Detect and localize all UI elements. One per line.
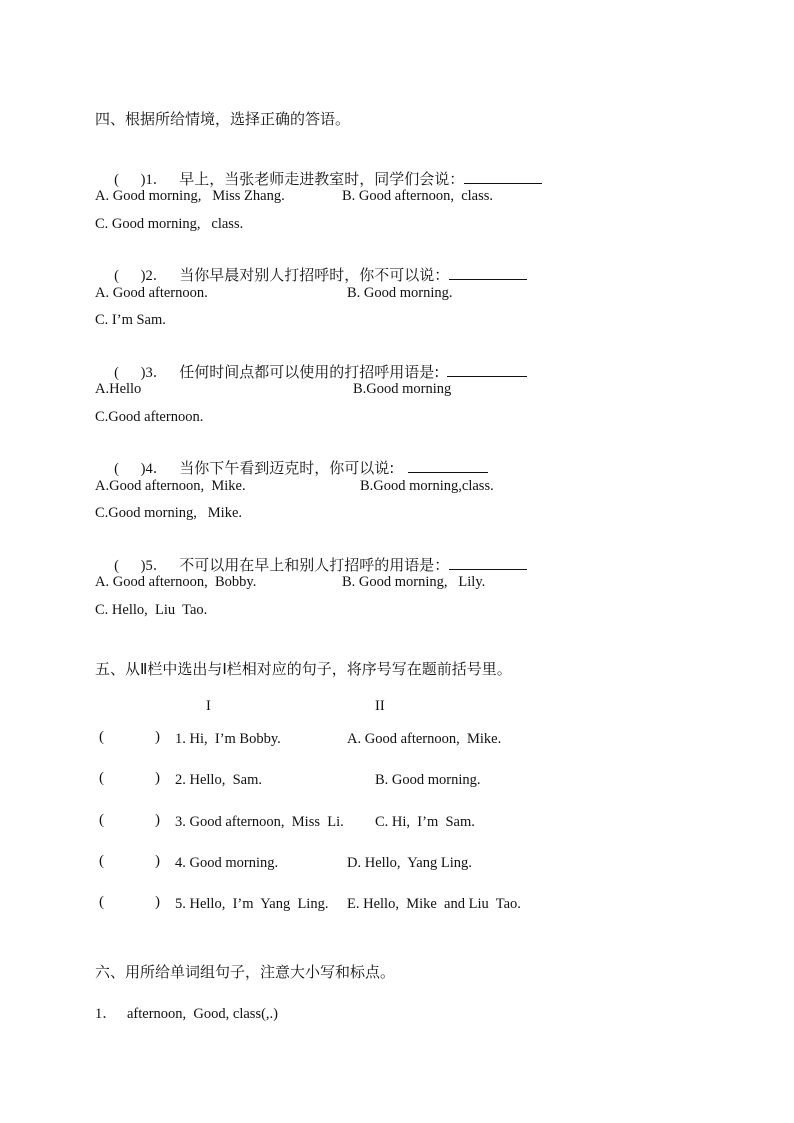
match-row-3-left: 3. Good afternoon, Miss Li. [175,814,344,830]
section-4-heading: 四、根据所给情境，选择正确的答语。 [95,110,351,128]
match-row-1-answer-close: ) [155,729,160,745]
section-5-heading: 五、从Ⅱ栏中选出与Ⅰ栏相对应的句子，将序号写在题前括号里。 [95,660,512,678]
question-1-number[interactable]: ( )1． [114,172,168,188]
question-4-option-b: B.Good morning,class. [360,478,494,494]
question-2-answer-blank[interactable] [449,265,527,280]
question-3-answer-blank[interactable] [447,362,527,377]
question-4-option-a: A.Good afternoon, Mike. [95,478,246,494]
question-4-option-c: C.Good morning, Mike. [95,505,243,521]
question-5-number[interactable]: ( )5． [114,558,168,574]
section-6-item-1-number: 1． [95,1006,117,1022]
question-1-option-a: A. Good morning, Miss Zhang. [95,188,285,204]
match-row-1-answer-open[interactable]: ( [99,729,104,745]
question-5-option-a: A. Good afternoon, Bobby. [95,574,257,590]
question-2-option-a: A. Good afternoon. [95,285,208,301]
match-row-5-answer-open[interactable]: ( [99,894,104,910]
question-5-stem: 不可以用在早上和别人打招呼的用语是： [179,556,450,574]
match-row-5-answer-close: ) [155,894,160,910]
column-2-header: II [375,698,385,714]
match-row-3-answer-open[interactable]: ( [99,812,104,828]
question-3-option-a: A.Hello [95,381,142,397]
question-2-number[interactable]: ( )2． [114,268,168,284]
question-4-stem: 当你下午看到迈克时，你可以说: [179,459,395,477]
match-row-3-answer-close: ) [155,812,160,828]
question-1-option-b: B. Good afternoon, class. [342,188,494,204]
question-5-option-b: B. Good morning, Lily. [342,574,486,590]
match-row-2-answer-close: ) [155,770,160,786]
question-2-stem: 当你早晨对别人打招呼时，你不可以说： [179,266,450,284]
match-row-2-right: B. Good morning. [375,772,481,788]
section-6-item-1-words: afternoon, Good, class(,.) [127,1006,278,1022]
question-3-number[interactable]: ( )3． [114,365,168,381]
question-4-answer-blank[interactable] [408,458,488,473]
match-row-2-left: 2. Hello, Sam. [175,772,262,788]
question-2-option-b: B. Good morning. [347,285,453,301]
question-3-stem: 任何时间点都可以使用的打招呼用语是: [179,363,440,381]
question-4-number[interactable]: ( )4． [114,461,168,477]
question-3-option-b: B.Good morning [353,381,452,397]
question-3-option-c: C.Good afternoon. [95,409,204,425]
match-row-4-left: 4. Good morning. [175,855,279,871]
question-3 [95,344,527,400]
column-1-header: I [206,698,211,714]
question-5-option-c: C. Hello, Liu Tao. [95,602,208,618]
match-row-3-right: C. Hi, I’m Sam. [375,814,475,830]
match-row-1-right: A. Good afternoon, Mike. [347,731,502,747]
question-5-answer-blank[interactable] [449,555,527,570]
match-row-4-answer-open[interactable]: ( [99,853,104,869]
question-1-stem: 早上，当张老师走进教室时，同学们会说： [179,170,465,188]
match-row-4-answer-close: ) [155,853,160,869]
question-1-answer-blank[interactable] [464,169,542,184]
match-row-5-right: E. Hello, Mike and Liu Tao. [347,896,521,912]
match-row-1-left: 1. Hi, I’m Bobby. [175,731,281,747]
match-row-4-right: D. Hello, Yang Ling. [347,855,472,871]
match-row-2-answer-open[interactable]: ( [99,770,104,786]
match-row-5-left: 5. Hello, I’m Yang Ling. [175,896,329,912]
section-6-heading: 六、用所给单词组句子，注意大小写和标点。 [95,963,396,981]
question-2-option-c: C. I’m Sam. [95,312,166,328]
question-1-option-c: C. Good morning, class. [95,216,244,232]
